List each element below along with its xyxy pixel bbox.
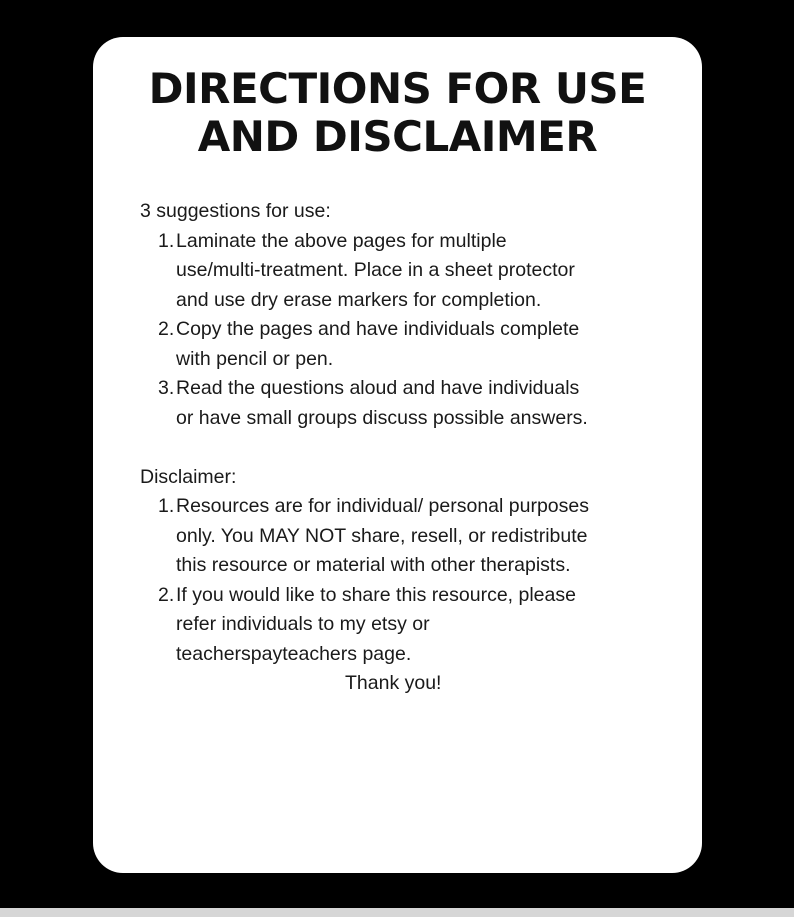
list-item-number: 1.	[158, 495, 175, 517]
list-item	[140, 492, 670, 581]
list-item-line: use/multi-treatment. Place in a sheet protector	[176, 259, 575, 281]
disclaimer-heading: Disclaimer:	[140, 465, 237, 488]
list-item-line: Read the questions aloud and have individuals	[176, 377, 580, 399]
list-item-line: with pencil or pen.	[176, 347, 334, 370]
list-item-line: Resources are for individual/ personal purposes	[176, 495, 589, 517]
suggestions-heading: 3 suggestions for use:	[140, 200, 331, 222]
title-line-2: AND DISCLAIMER	[197, 112, 598, 161]
page-title	[93, 65, 702, 161]
list-item-line: teacherspayteachers page.	[176, 642, 412, 665]
list-item-number: 1.	[158, 229, 175, 252]
list-item-line: Copy the pages and have individuals complete	[176, 318, 580, 340]
document-body	[140, 197, 670, 699]
list-item	[140, 227, 670, 316]
list-item	[140, 315, 670, 374]
document-card	[93, 37, 702, 873]
closing-text: Thank you!	[345, 672, 442, 694]
list-item-line: refer individuals to my etsy or	[176, 613, 430, 635]
list-item-line: If you would like to share this resource, please	[176, 583, 576, 606]
title-line-1: DIRECTIONS FOR USE	[148, 64, 647, 113]
list-item	[140, 374, 670, 433]
list-item-line: this resource or material with other therapists.	[176, 554, 571, 576]
list-item-line: Laminate the above pages for multiple	[176, 229, 507, 252]
list-item	[140, 581, 670, 670]
list-item-line: only. You MAY NOT share, resell, or redistribute	[176, 524, 588, 547]
section-spacer	[140, 433, 670, 463]
list-item-number: 3.	[158, 377, 175, 399]
bottom-scrollbar-strip	[0, 908, 794, 917]
list-item-number: 2.	[158, 583, 175, 606]
disclaimer-list	[140, 492, 670, 669]
list-item-line: or have small groups discuss possible answers.	[176, 406, 588, 429]
list-item-line: and use dry erase markers for completion.	[176, 288, 542, 311]
suggestions-list	[140, 227, 670, 434]
list-item-number: 2.	[158, 318, 175, 340]
